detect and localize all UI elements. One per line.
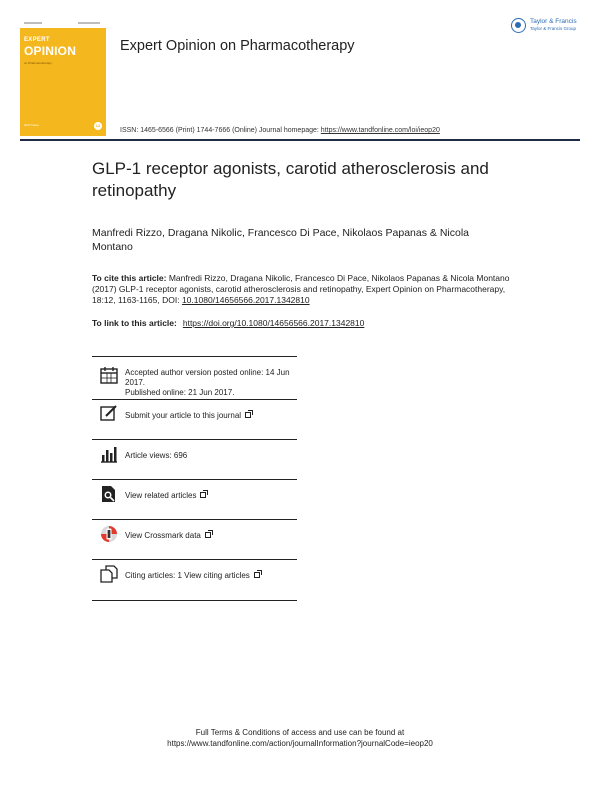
edit-icon bbox=[100, 404, 118, 422]
journal-cover bbox=[20, 20, 106, 136]
article-title: GLP-1 receptor agonists, carotid atherosclerosis and retinopathy bbox=[92, 159, 489, 200]
search-document-icon bbox=[100, 485, 118, 503]
accepted-date: Accepted author version posted online: 14 Jun 2017. bbox=[125, 368, 290, 387]
submit-article-row[interactable] bbox=[92, 400, 297, 438]
published-date: Published online: 21 Jun 2017. bbox=[125, 388, 235, 397]
journal-homepage-link[interactable]: https://www.tandfonline.com/loi/ieop20 bbox=[320, 127, 440, 134]
article-views: Article views: 696 bbox=[125, 451, 188, 460]
citation-block bbox=[92, 273, 522, 307]
cover-opinion-text: OPINION bbox=[24, 44, 77, 58]
cover-bottom-text: 2017 Issue bbox=[24, 123, 39, 127]
article-doi-url[interactable]: https://doi.org/10.1080/14656566.2017.1342810 bbox=[182, 318, 365, 328]
header-rule bbox=[20, 139, 580, 141]
footer-terms-url[interactable]: https://www.tandfonline.com/action/journalInformation?journalCode=ieop20 bbox=[167, 739, 433, 748]
crossmark-icon bbox=[100, 525, 118, 543]
info-divider bbox=[92, 356, 297, 357]
related-articles-row[interactable] bbox=[92, 480, 297, 518]
citation-text: Manfredi Rizzo, Dragana Nikolic, Francesco Di Pace, Nikolaos Papanas & Nicola Montano (2017) GLP-1 receptor agonists, carotid atherosclerosis and retinopathy, Expert Opinion on Pharmacotherapy, 18:12, 1163-1165, DOI: bbox=[92, 273, 510, 306]
publisher-logo[interactable] bbox=[511, 17, 583, 41]
link-label: To link to this article: bbox=[92, 318, 177, 328]
submit-article-label: Submit your article to this journal bbox=[125, 411, 242, 420]
citing-articles-row[interactable] bbox=[92, 560, 297, 598]
citation-doi-link[interactable]: 10.1080/14656566.2017.1342810 bbox=[181, 295, 310, 306]
citation-label: To cite this article: bbox=[92, 273, 167, 283]
footer-terms-text: Full Terms & Conditions of access and use can be found at bbox=[195, 728, 405, 737]
external-link-icon bbox=[205, 532, 211, 538]
publisher-logo-icon bbox=[511, 18, 526, 33]
related-articles-label: View related articles bbox=[125, 491, 197, 500]
citing-articles-link[interactable] bbox=[125, 571, 297, 581]
issn-text: ISSN: 1465-6566 (Print) 1744-7666 (Online) Journal homepage: bbox=[120, 127, 321, 134]
related-articles-link[interactable] bbox=[125, 491, 297, 501]
article-link-line bbox=[92, 318, 364, 328]
external-link-icon bbox=[200, 492, 206, 498]
article-authors: Manfredi Rizzo, Dragana Nikolic, Francesco Di Pace, Nikolaos Papanas & Nicola Montano bbox=[92, 227, 469, 253]
publisher-group: Taylor & Francis Group bbox=[530, 26, 577, 31]
publication-dates bbox=[92, 360, 297, 404]
external-link-icon bbox=[245, 412, 251, 418]
submit-article-link[interactable] bbox=[125, 411, 297, 421]
crossmark-row[interactable] bbox=[92, 520, 297, 558]
article-views-row bbox=[92, 440, 297, 478]
journal-title: Expert Opinion on Pharmacotherapy bbox=[120, 38, 355, 54]
issn-line bbox=[120, 127, 440, 134]
cover-expert-text: EXPERT bbox=[24, 37, 50, 43]
bar-chart-icon bbox=[100, 445, 118, 463]
calendar-icon bbox=[100, 366, 118, 384]
crossmark-label: View Crossmark data bbox=[125, 531, 201, 540]
publisher-name: Taylor & Francis bbox=[530, 18, 577, 25]
info-divider bbox=[92, 600, 297, 601]
citing-articles-label: Citing articles: 1 View citing articles bbox=[125, 571, 250, 580]
cover-top-strip bbox=[20, 20, 106, 28]
footer bbox=[0, 727, 600, 749]
copy-documents-icon bbox=[100, 565, 118, 583]
cover-badge: 12 bbox=[95, 123, 101, 128]
external-link-icon bbox=[254, 572, 260, 578]
crossmark-link[interactable] bbox=[125, 531, 297, 541]
cover-subtitle: on Pharmacotherapy bbox=[24, 61, 52, 65]
